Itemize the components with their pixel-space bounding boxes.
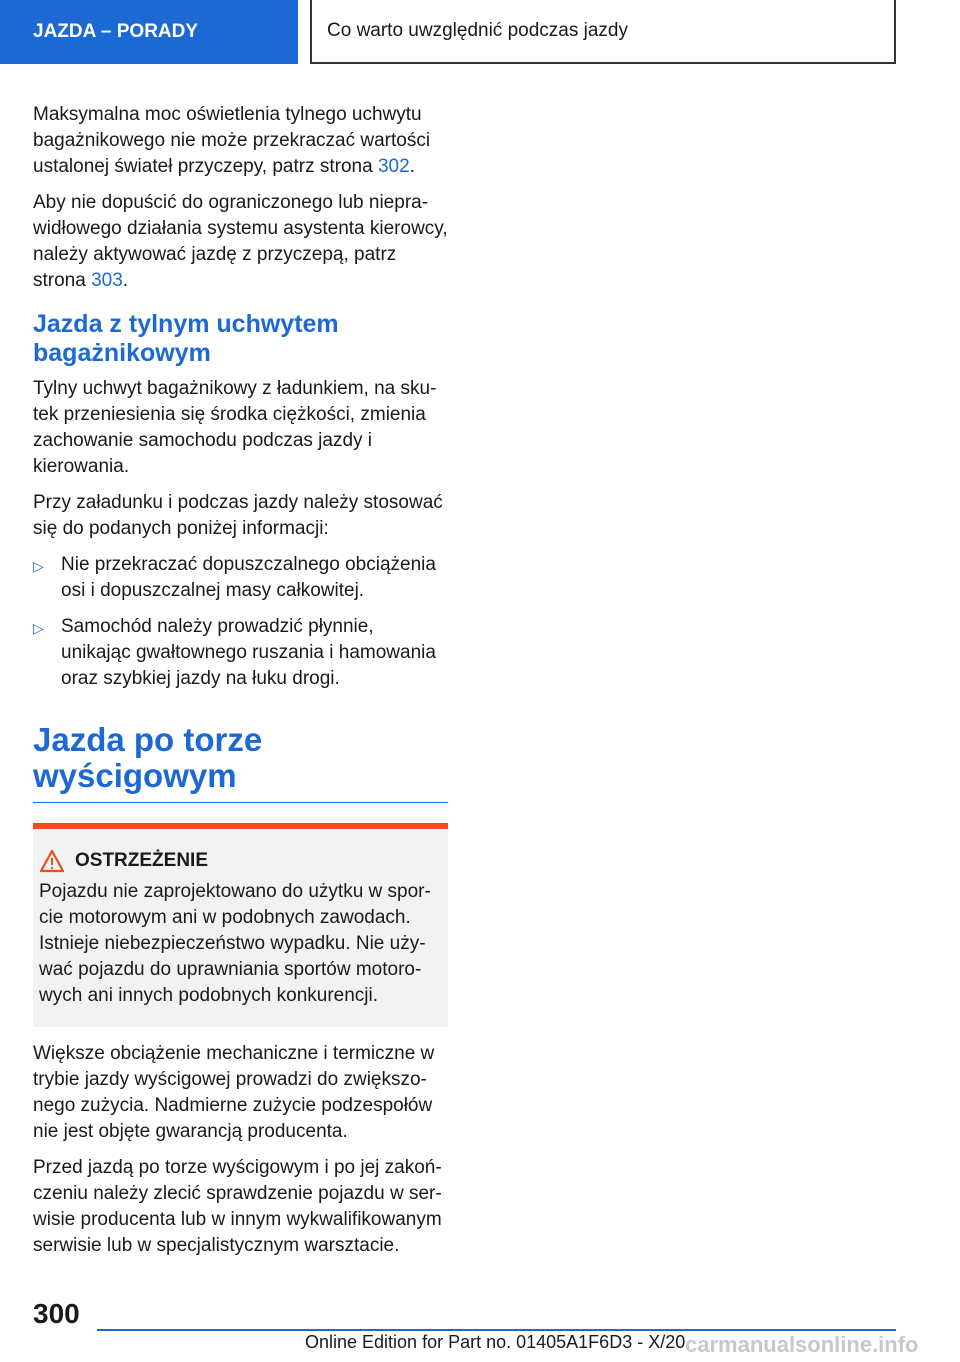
triangle-bullet-icon: ▷ [33, 620, 44, 636]
section-tab [0, 0, 298, 64]
page-header-title [310, 0, 896, 64]
footer-divider [97, 1329, 896, 1331]
paragraph-inspection: Przed jazdą po torze wyścigowym i po jej zakończeniu należy zlecić sprawdzenie pojazdu w serwisie producenta lub w innym wykwalifikowanym serwisie lub w specjalistycznym warsztacie. [33, 1157, 442, 1256]
warning-box [33, 823, 448, 1027]
chapter-title: Co warto uwzględnić podczas jazdy [327, 20, 628, 41]
heading-race-track: Jazda po torze wyścigowym [33, 722, 448, 803]
paragraph-wear: Większe obciążenie mechaniczne i termiczne w trybie jazdy wyścigowej prowadzi do zwiększonego zużycia. Nadmierne zużycie podzespołów nie jest objęte gwarancją producenta. [33, 1043, 435, 1142]
list-item-text: Nie przekraczać dopuszczalnego obciążenia osi i dopuszczalnej masy całkowitej. [61, 554, 436, 601]
page-link-303[interactable]: 303 [91, 270, 123, 291]
main-column [33, 102, 448, 1269]
paragraph-text: Maksymalna moc oświetlenia tylnego uchwytu bagażnikowego nie może przekraczać wartości ustalonej świateł przyczepy, patrz strona [33, 104, 431, 177]
paragraph-loading-info: Przy załadunku i podczas jazdy należy stosować się do podanych poniżej informacji: [33, 492, 443, 539]
warning-triangle-icon [39, 849, 65, 873]
heading-rear-carrier: Jazda z tylnym uchwytem bagażnikowym [33, 310, 339, 367]
paragraph-lighting: Maksymalna moc oświetlenia tylnego uchwytu bagażnikowego nie może przekraczać wartości ustalonej świateł przyczepy, patrz strona 302. [33, 104, 431, 177]
list-item [33, 552, 448, 604]
section-label: JAZDA – PORADY [33, 21, 199, 42]
warning-text: Pojazdu nie zaprojektowano do użytku w sporcie motorowym ani w podobnych zawodach. Istnieje niebezpieczeństwo wypadku. Nie używać pojazdu do uprawniania sportów motorowych ani innych podobnych konkurencji. [39, 881, 431, 1006]
triangle-bullet-icon: ▷ [33, 558, 44, 574]
warning-title: OSTRZEŻENIE [75, 850, 209, 871]
paragraph-carrier-behavior: Tylny uchwyt bagażnikowy z ładunkiem, na skutek przeniesienia się środka ciężkości, zmienia zachowanie samochodu podczas jazdy i kierowania. [33, 378, 437, 477]
page-number: 300 [33, 1298, 80, 1329]
page-link-302[interactable]: 302 [377, 156, 410, 177]
watermark: carmanualsonline.info [685, 1332, 919, 1357]
paragraph-text: Aby nie dopuścić do ograniczonego lub nieprawidłowego działania systemu asystenta kierowcy, należy aktywować jazdę z przyczepą, patrz strona [33, 192, 448, 291]
footer-edition: Online Edition for Part no. 01405A1F6D3 - X/20 [305, 1332, 686, 1352]
list-item [33, 614, 448, 692]
warning-header [39, 849, 442, 873]
paragraph-driver-assist: Aby nie dopuścić do ograniczonego lub nieprawidłowego działania systemu asystenta kierowcy, należy aktywować jazdę z przyczepą, patrz strona 303. [33, 192, 448, 291]
bullet-list [33, 552, 448, 692]
list-item-text: Samochód należy prowadzić płynnie, unikając gwałtownego ruszania i hamowania oraz szybkiej jazdy na łuku drogi. [61, 616, 436, 689]
